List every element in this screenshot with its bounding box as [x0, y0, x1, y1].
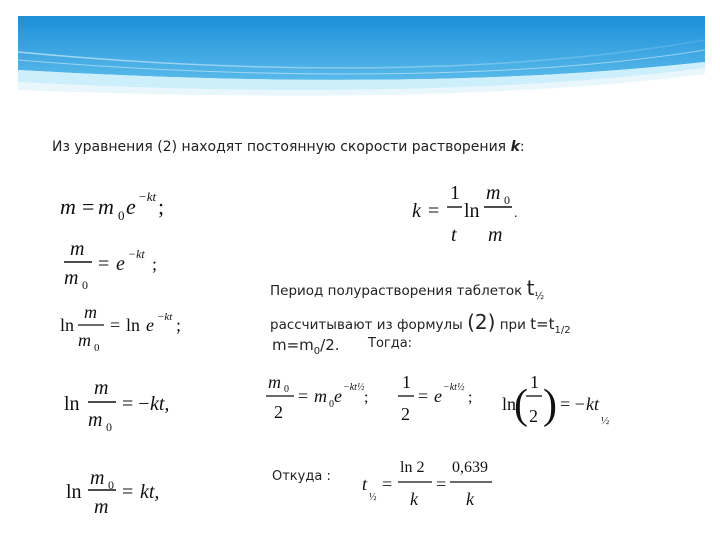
svg-text:kt,: kt,	[150, 393, 170, 415]
svg-text:m: m	[64, 267, 79, 289]
svg-text:0: 0	[94, 342, 100, 354]
svg-text:1: 1	[402, 372, 411, 392]
svg-text:m: m	[78, 330, 91, 350]
svg-text:;: ;	[364, 389, 369, 406]
svg-text:1: 1	[450, 182, 460, 204]
svg-text:t: t	[451, 224, 457, 246]
svg-text:t: t	[362, 474, 368, 494]
period-sub: ½	[534, 291, 545, 302]
formula-1	[60, 189, 164, 223]
svg-text:0: 0	[118, 208, 125, 223]
svg-text:e: e	[434, 386, 442, 406]
svg-text:m: m	[488, 224, 503, 246]
calc-sub: 1/2	[554, 325, 571, 336]
svg-text:): )	[543, 382, 557, 428]
svg-text:−kt½: −kt½	[343, 382, 365, 393]
mass-rest: /2.	[320, 336, 340, 354]
svg-text:m: m	[84, 302, 97, 322]
svg-text:m: m	[268, 372, 281, 392]
svg-text:2: 2	[401, 404, 410, 424]
intro-main: Из уравнения (2) находят постоянную скорости растворения	[52, 139, 511, 155]
svg-text:=: =	[436, 474, 447, 494]
calc-ref: (2)	[467, 310, 496, 334]
svg-text:ln: ln	[464, 200, 480, 222]
svg-text:ln: ln	[60, 315, 75, 335]
svg-text:0: 0	[284, 384, 289, 395]
intro-var: k	[510, 139, 520, 155]
svg-text:ln: ln	[126, 315, 141, 335]
svg-text:m: m	[314, 386, 327, 406]
period-symbol: t	[526, 276, 535, 300]
formula-half-3	[502, 372, 609, 428]
svg-text:m: m	[98, 194, 114, 219]
svg-text:=: =	[82, 194, 95, 219]
svg-text:2: 2	[529, 406, 538, 426]
svg-text:k: k	[412, 200, 421, 222]
svg-text:;: ;	[468, 389, 473, 406]
svg-text:;: ;	[158, 194, 165, 219]
svg-text:½: ½	[369, 492, 377, 503]
svg-text:= −: = −	[560, 394, 585, 414]
svg-text:0: 0	[82, 278, 88, 292]
svg-text:0,639: 0,639	[452, 459, 488, 476]
svg-text:(: (	[514, 382, 528, 428]
then-label: Тогда:	[368, 336, 413, 351]
svg-text:e: e	[126, 194, 136, 219]
formula-2	[64, 238, 157, 292]
svg-text:−kt: −kt	[128, 247, 145, 261]
svg-text:m: m	[486, 182, 501, 204]
svg-text:m: m	[88, 409, 103, 431]
svg-text:=: =	[428, 200, 440, 222]
formula-half-2	[398, 372, 472, 424]
svg-text:−kt½: −kt½	[443, 382, 465, 393]
calc-main: рассчитывают из формулы	[270, 317, 468, 333]
svg-text:k: k	[466, 489, 474, 509]
svg-text:=: =	[110, 315, 121, 335]
svg-text:0: 0	[329, 399, 334, 410]
svg-text:.: .	[514, 206, 518, 221]
calc-at: при	[495, 317, 531, 333]
formula-4	[64, 377, 169, 434]
svg-text:k: k	[410, 489, 418, 509]
formula-t-half	[362, 459, 492, 509]
svg-text:kt,: kt,	[140, 481, 160, 503]
svg-text:½: ½	[601, 415, 610, 427]
mass-sub: 0	[313, 346, 321, 357]
svg-text:0: 0	[504, 193, 510, 207]
formula-3	[60, 302, 181, 354]
svg-text:=: =	[122, 481, 134, 503]
svg-text:1: 1	[530, 372, 539, 392]
svg-text:=: =	[98, 253, 110, 275]
svg-text:;: ;	[152, 254, 158, 274]
formula-half-1	[266, 372, 368, 422]
svg-text:=: =	[418, 386, 429, 406]
svg-text:ln: ln	[502, 394, 517, 414]
period-main: Период полурастворения таблеток	[270, 283, 527, 299]
svg-text:e: e	[146, 315, 154, 335]
formula-k	[412, 182, 518, 246]
svg-text:= −: = −	[122, 393, 150, 415]
calc-t: t=t	[530, 315, 555, 333]
svg-text:e: e	[116, 253, 125, 275]
svg-text:m: m	[94, 377, 109, 399]
svg-text:=: =	[382, 474, 393, 494]
svg-text:ln: ln	[66, 481, 82, 503]
svg-text:kt: kt	[586, 394, 599, 414]
intro-colon: :	[519, 139, 525, 155]
svg-text:ln: ln	[64, 393, 80, 415]
svg-text:ln 2: ln 2	[400, 459, 425, 476]
svg-text:−kt: −kt	[157, 311, 173, 323]
formula-5	[66, 467, 159, 518]
mass-m: m=m	[272, 336, 314, 354]
svg-text:m: m	[60, 194, 76, 219]
svg-text:m: m	[70, 238, 85, 260]
svg-text:;: ;	[176, 315, 182, 335]
svg-text:0: 0	[108, 478, 114, 492]
svg-text:m: m	[90, 467, 105, 489]
svg-text:−kt: −kt	[138, 189, 157, 204]
svg-text:0: 0	[106, 420, 112, 434]
svg-text:2: 2	[274, 402, 283, 422]
svg-text:m: m	[94, 496, 109, 518]
svg-text:e: e	[334, 386, 342, 406]
whence-label: Откуда :	[272, 469, 331, 484]
svg-text:=: =	[298, 386, 309, 406]
